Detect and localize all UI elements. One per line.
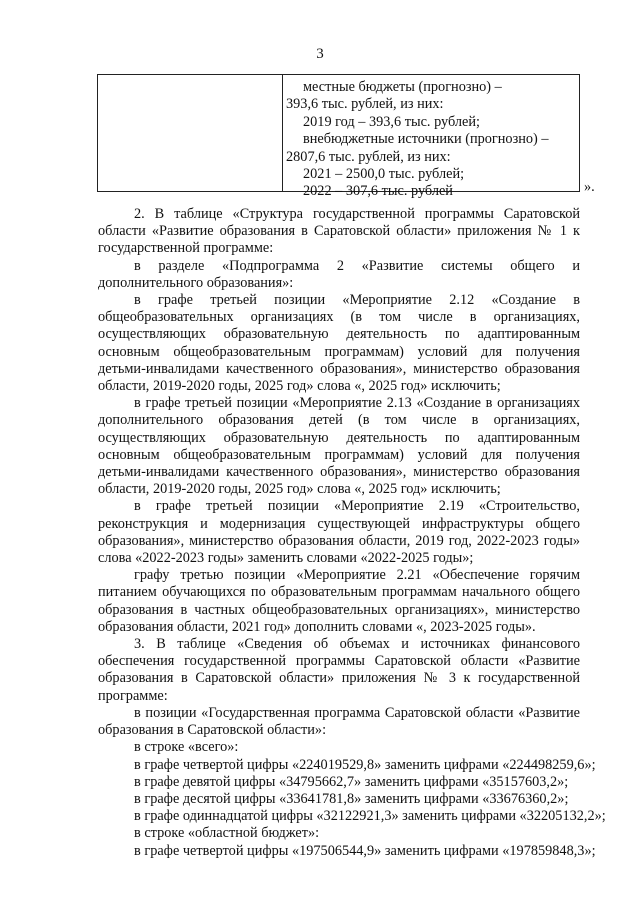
closing-quote-mark: ». — [584, 179, 595, 195]
table-line: внебюджетные источники (прогнозно) – — [303, 131, 549, 148]
paragraph: в разделе «Подпрограмма 2 «Развитие системы общего и дополнительного образования»: — [98, 257, 580, 291]
table-line: 2021 – 2500,0 тыс. рублей; — [303, 166, 465, 183]
paragraph: графу третью позиции «Мероприятие 2.21 «Обеспечение горячим питанием обучающихся по образовательным программам начального общего образования в частных общеобразовательных организациях», министерство образования области, 2021 год» дополнить словами «, 2023-2025 годы». — [98, 567, 580, 635]
table-line: местные бюджеты (прогнозно) – — [303, 79, 502, 95]
paragraph: 2. В таблице «Структура государственной программы Саратовской области «Развитие образования в Саратовской области» приложения № 1 к государственной программе: — [98, 206, 580, 257]
paragraph: в графе четвертой цифры «224019529,8» заменить цифрами «224498259,6»; — [134, 756, 596, 773]
paragraph: в графе девятой цифры «34795662,7» заменить цифрами «35157603,2»; — [134, 773, 569, 790]
paragraph: в графе третьей позиции «Мероприятие 2.13 «Создание в организациях дополнительного образования детей (в том числе в организациях, осуществляющих образовательную деятельность по адаптированным основным общеобразовательным программам) условий для получения детьми-инвалидами качественного образования», министерство образования области, 2019-2020 годы, 2025 год» слова «, 2025 год» исключить; — [98, 395, 580, 498]
document-body — [98, 206, 606, 860]
paragraph: в графе четвертой цифры «197506544,9» заменить цифрами «197859848,3»; — [134, 842, 596, 859]
funding-table-fragment — [97, 74, 580, 200]
paragraph: в графе одиннадцатой цифры «32122921,3» заменить цифрами «32205132,2»; — [134, 808, 606, 825]
table-line: 2807,6 тыс. рублей, из них: — [286, 148, 451, 165]
paragraph: в позиции «Государственная программа Саратовской области «Развитие образования в Саратовской области»: — [98, 704, 580, 739]
paragraph: в графе третьей позиции «Мероприятие 2.19 «Строительство, реконструкция и модернизация существующей инфраструктуры общего образования», министерство образования области, 2019 год, 2022-2023 годы» слова «2022-2023 годы» заменить словами «2022-2025 годы»; — [98, 498, 580, 567]
table-line: 2022 – 307,6 тыс. рублей — [303, 183, 453, 200]
paragraph: 3. В таблице «Сведения об объемах и источниках финансового обеспечения государственной программы Саратовской области «Развитие образования в Саратовской области» приложения № 3 к государственной программе: — [98, 636, 580, 704]
funding-cell — [286, 79, 578, 201]
table-column-divider — [282, 75, 283, 191]
paragraph: в графе десятой цифры «33641781,8» заменить цифрами «33676360,2»; — [134, 790, 569, 807]
table-line: 393,6 тыс. рублей, из них: — [286, 96, 444, 113]
paragraph: в графе третьей позиции «Мероприятие 2.12 «Создание в общеобразовательных организациях (в том числе в организациях, осуществляющих образовательную деятельность по адаптированным основным общеобразовательным программам) условий для получения детьми-инвалидами качественного образования», министерство образования области, 2019-2020 годы, 2025 год» слова «, 2025 год» исключить; — [98, 292, 580, 395]
paragraph: в строке «областной бюджет»: — [134, 825, 320, 842]
table-line: 2019 год – 393,6 тыс. рублей; — [303, 113, 481, 130]
page-number: 3 — [316, 46, 324, 62]
paragraph: в строке «всего»: — [134, 739, 239, 756]
